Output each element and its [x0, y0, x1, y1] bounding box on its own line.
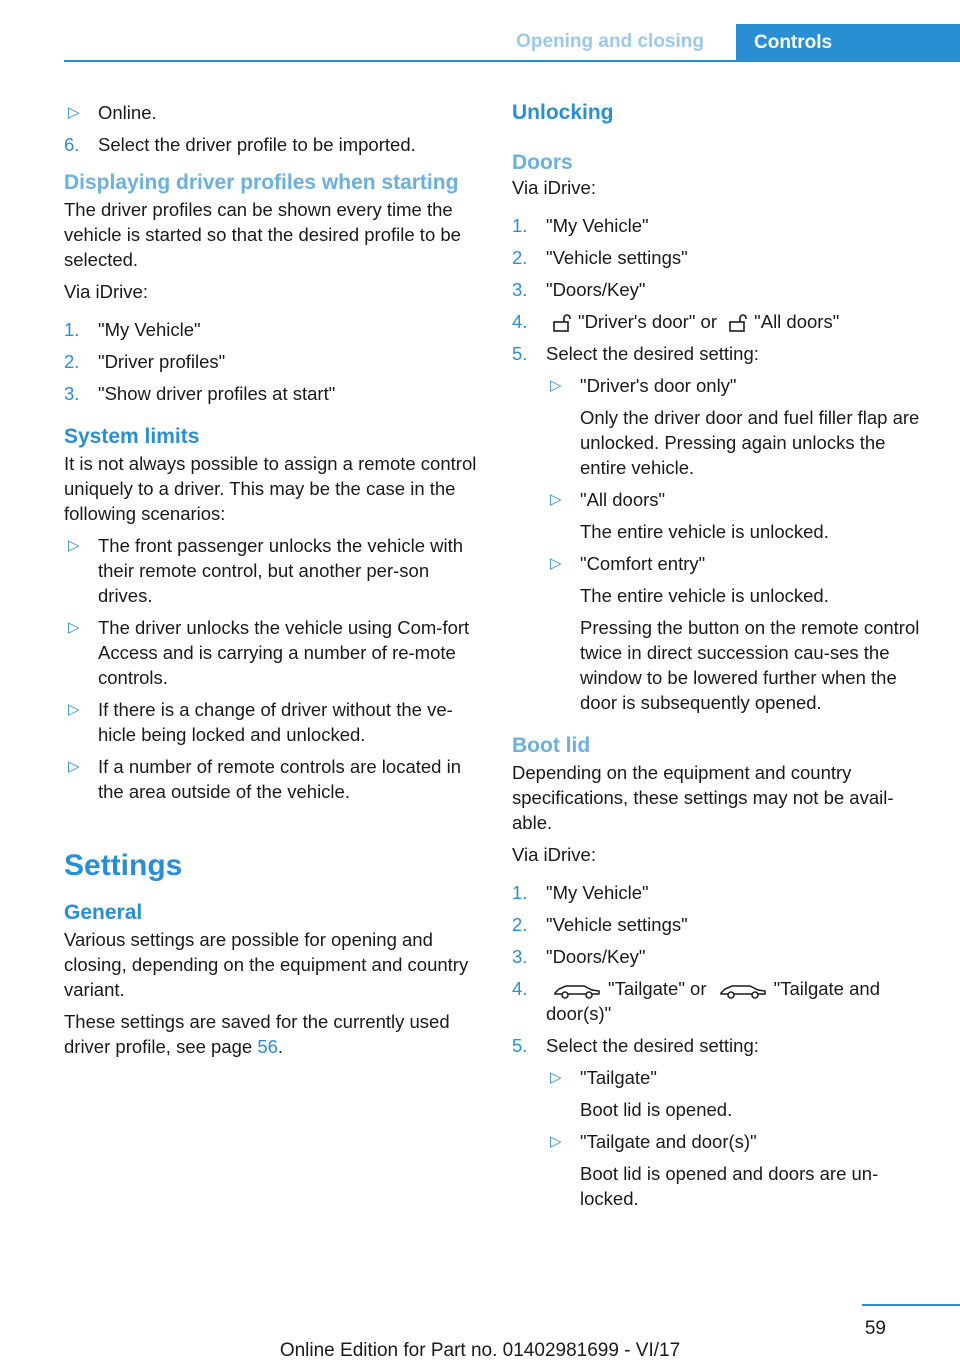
list-item: ▷ "Driver's door only" Only the driver door and fuel filler flap are unlocked. Pressing again unlocks the entire vehicle. — [550, 375, 920, 478]
bullet-icon: ▷ — [550, 1069, 562, 1086]
boot-options — [512, 1065, 932, 1211]
list-item: 1. "My Vehicle" — [512, 215, 649, 236]
unlock-icon — [552, 313, 572, 333]
bullet-icon: ▷ — [68, 701, 80, 718]
list-item: 6. Select the driver profile to be imported. — [64, 134, 416, 155]
footer-rule — [862, 1304, 960, 1306]
list-item: ▷ If there is a change of driver without the ve-hicle being locked and unlocked. — [68, 699, 453, 745]
list-item: 1. "My Vehicle" — [512, 882, 649, 903]
heading-unlocking: Unlocking — [512, 101, 614, 124]
bullet-icon: ▷ — [550, 555, 562, 572]
car-icon — [718, 980, 768, 1000]
right-column — [512, 100, 932, 1218]
heading-displaying-profiles: Displaying driver profiles when starting — [64, 171, 459, 194]
list-item: 3. "Doors/Key" — [512, 279, 646, 300]
list-item: 4. "Driver's door" or "All doors" — [512, 311, 840, 332]
heading-system-limits: System limits — [64, 425, 200, 448]
bullet-icon: ▷ — [550, 1133, 562, 1150]
page-number: 59 — [864, 1318, 886, 1339]
list-item: ▷ "Tailgate" Boot lid is opened. — [550, 1067, 733, 1120]
via-idrive: Via iDrive: — [512, 844, 596, 865]
via-idrive: Via iDrive: — [64, 281, 148, 302]
list-item: 2. "Vehicle settings" — [512, 247, 688, 268]
list-item: ▷ Online. — [68, 102, 157, 123]
list-item: ▷ If a number of remote controls are located in the area outside of the vehicle. — [68, 756, 461, 802]
via-idrive: Via iDrive: — [512, 177, 596, 198]
paragraph: Depending on the equipment and country specifications, these settings may not be avail-able. — [512, 762, 894, 833]
page-link[interactable]: 56 — [257, 1036, 278, 1057]
list-item: ▷ The driver unlocks the vehicle using Com-fort Access and is carrying a number of re-mote controls. — [68, 617, 470, 688]
tab-controls: Controls — [736, 24, 960, 62]
list-item: 5. Select the desired setting: — [512, 343, 759, 364]
list-item: 3. "Doors/Key" — [512, 946, 646, 967]
list-item: 3. "Show driver profiles at start" — [64, 383, 336, 404]
list-item: ▷ "Tailgate and door(s)" Boot lid is opened and doors are un-locked. — [550, 1131, 879, 1209]
paragraph: Various settings are possible for opening and closing, depending on the equipment and country variant. — [64, 929, 469, 1000]
edition-footer: Online Edition for Part no. 01402981699 - VI/17 — [279, 1340, 681, 1361]
list-item: ▷ "All doors" The entire vehicle is unlocked. — [550, 489, 829, 542]
section-title: Opening and closing — [516, 31, 704, 52]
list-item: ▷ The front passenger unlocks the vehicle with their remote control, but another per-son drives. — [68, 535, 464, 606]
bullet-icon: ▷ — [68, 104, 80, 121]
bullet-icon: ▷ — [550, 377, 562, 394]
bullet-icon: ▷ — [68, 619, 80, 636]
bullet-icon: ▷ — [550, 491, 562, 508]
list-item: 4. "Tailgate" or "Tailgate and door(s)" — [512, 978, 880, 1024]
heading-boot-lid: Boot lid — [512, 734, 591, 757]
heading-doors: Doors — [512, 151, 573, 174]
list-item: 2. "Vehicle settings" — [512, 914, 688, 935]
list-item: 5. Select the desired setting: — [512, 1035, 759, 1056]
bullet-icon: ▷ — [68, 537, 80, 554]
paragraph: These settings are saved for the currently used driver profile, see page 56. — [64, 1011, 450, 1057]
door-options — [512, 373, 932, 715]
car-icon — [552, 980, 602, 1000]
left-column — [64, 100, 484, 1066]
paragraph: The driver profiles can be shown every time the vehicle is started so that the desired profile to be selected. — [64, 199, 461, 270]
page-header — [0, 0, 960, 62]
header-rule — [64, 60, 960, 62]
unlock-icon — [728, 313, 748, 333]
heading-settings: Settings — [64, 849, 183, 882]
bullet-icon: ▷ — [68, 758, 80, 775]
list-item: 2. "Driver profiles" — [64, 351, 226, 372]
heading-general: General — [64, 901, 143, 924]
list-item: ▷ "Comfort entry" The entire vehicle is unlocked. Pressing the button on the remote control twice in direct succession cau-ses the window to be lowered further when the door is subsequently opened. — [550, 553, 920, 713]
paragraph: It is not always possible to assign a remote control uniquely to a driver. This may be the case in the following scenarios: — [64, 453, 477, 524]
list-item: 1. "My Vehicle" — [64, 319, 201, 340]
